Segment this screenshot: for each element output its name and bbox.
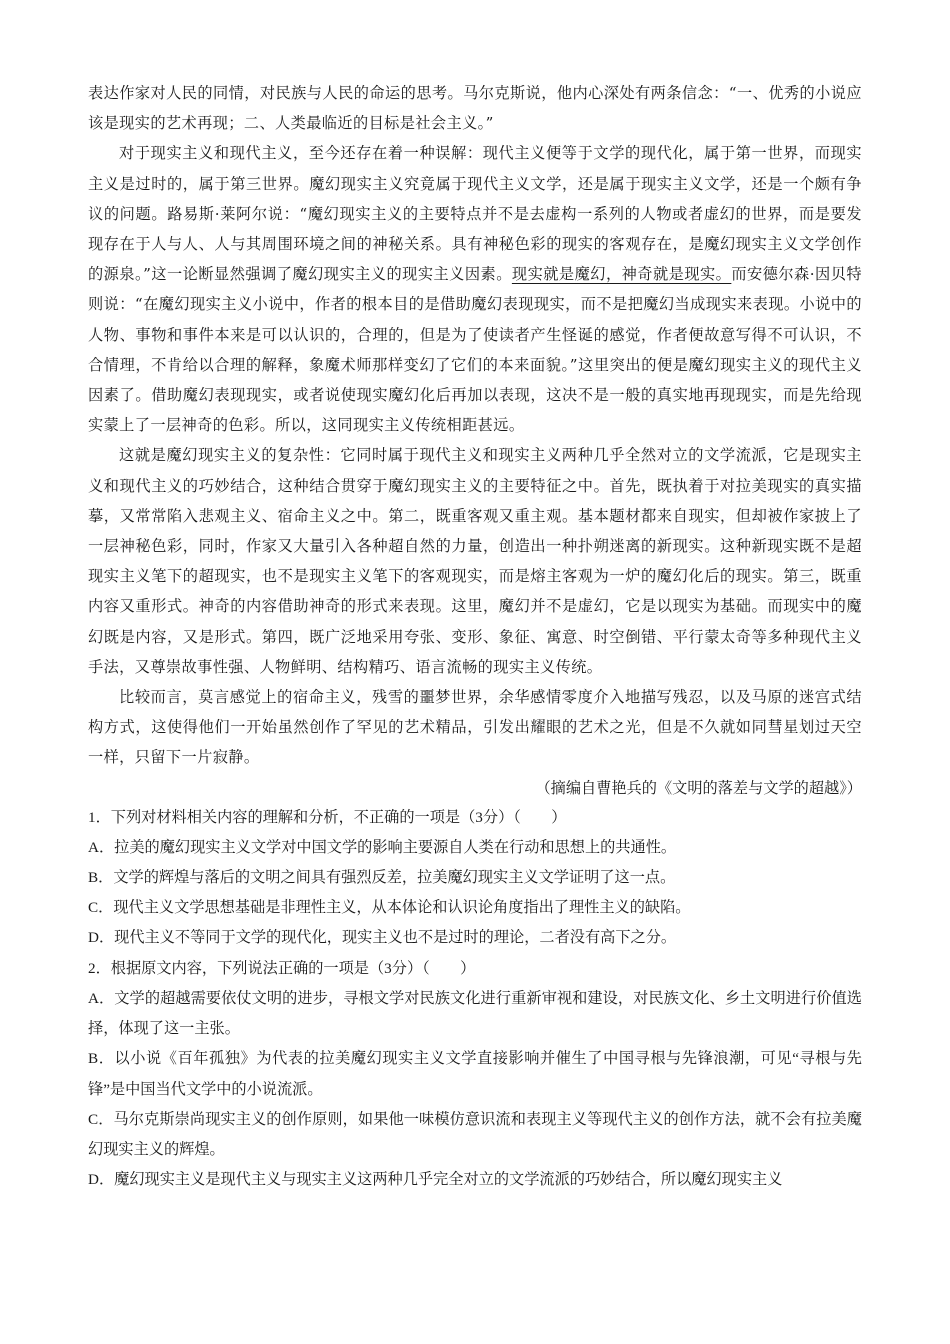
source-citation: （摘编自曹艳兵的《文明的落差与文学的超越》） <box>535 778 862 797</box>
question-1-option-c: C．现代主义文学思想基础是非理性主义，从本体论和认识论角度指出了理性主义的缺陷。 <box>88 899 691 917</box>
passage-paragraph-2-text-b: 而安德尔森·因贝特则说：“在魔幻现实主义小说中，作者的根本目的是借助魔幻表现现实，而不是把魔幻当成现实来表现。小说中的人物、事物和事件本来是可以认识的，合理的，但是为了使读者产生怪诞的感觉，作者便故意写得不可认识，不合情理，不肯给以合理的解释，象魔术师那样变幻了它们的本来面貌。”这里突出的便是魔幻现实主义的现代主义因素了。借助魔幻表现现实，或者说使现实魔幻化后再加以表现，这决不是一般的真实地再现现实，而是先给现实蒙上了一层神奇的色彩。所以，这同现实主义传统相距甚远。 <box>88 265 862 435</box>
question-1-option-a: A．拉美的魔幻现实主义文学对中国文学的影响主要源自人类在行动和思想上的共通性。 <box>88 838 677 856</box>
reading-passage <box>88 78 862 773</box>
document-page <box>88 78 862 1195</box>
question-2-option-a: A．文学的超越需要依仗文明的进步，寻根文学对民族文化进行重新审视和建设，对民族文化、乡土文明进行价值选择，体现了这一主张。 <box>88 989 862 1038</box>
questions-section <box>88 803 862 1196</box>
underlined-sentence: 现实就是魔幻，神奇就是现实。 <box>511 265 732 284</box>
question-1-stem: 1．下列对材料相关内容的理解和分析，不正确的一项是（3分）（ ） <box>88 808 567 826</box>
question-2-stem: 2．根据原文内容，下列说法正确的一项是（3分）（ ） <box>88 959 476 977</box>
question-2-option-c: C．马尔克斯崇尚现实主义的创作原则，如果他一味模仿意识流和表现主义等现代主义的创作方法，就不会有拉美魔幻现实主义的辉煌。 <box>88 1110 862 1158</box>
passage-paragraph-1: 表达作家对人民的同情，对民族与人民的命运的思考。马尔克斯说，他内心深处有两条信念：“一、优秀的小说应该是现实的艺术再现；二、人类最临近的目标是社会主义。” <box>88 84 862 133</box>
question-2 <box>88 954 862 1196</box>
passage-paragraph-3: 这就是魔幻现实主义的复杂性：它同时属于现代主义和现实主义两种几乎全然对立的文学流派，它是现实主义和现代主义的巧妙结合，这种结合贯穿于魔幻现实主义的主要特征之中。首先，既执着于对拉美现实的真实描摹，又常常陷入悲观主义、宿命主义之中。第二，既重客观又重主观。基本题材都来自现实，但却被作家披上了一层神秘色彩，同时，作家又大量引入各种超自然的力量，创造出一种扑朔迷离的新现实。这种新现实既不是超现实主义笔下的超现实，也不是现实主义笔下的客观现实，而是熔主客观为一炉的魔幻化后的现实。第三，既重内容又重形式。神奇的内容借助神奇的形式来表现。这里，魔幻并不是虚幻，它是以现实为基础。而现实中的魔幻既是内容，又是形式。第四，既广泛地采用夸张、变形、象征、寓意、时空倒错、平行蒙太奇等多种现代主义手法，又尊崇故事性强、人物鲜明、结构精巧、语言流畅的现实主义传统。 <box>88 446 862 676</box>
passage-paragraph-2 <box>88 138 862 440</box>
passage-paragraph-4: 比较而言，莫言感觉上的宿命主义，残雪的噩梦世界，余华感情零度介入地描写残忍，以及马原的迷宫式结构方式，这使得他们一开始虽然创作了罕见的艺术精品，引发出耀眼的艺术之光，但是不久就如同彗星划过天空一样，只留下一片寂静。 <box>88 688 862 767</box>
question-1-option-d: D．现代主义不等同于文学的现代化，现实主义也不是过时的理论，二者没有高下之分。 <box>88 929 677 947</box>
question-2-option-d: D．魔幻现实主义是现代主义与现实主义这两种几乎完全对立的文学流派的巧妙结合，所以魔幻现实主义 <box>88 1171 783 1189</box>
question-1 <box>88 803 862 954</box>
passage-paragraph-2-text-a: 对于现实主义和现代主义，至今还存在着一种误解：现代主义便等于文学的现代化，属于第一世界，而现实主义是过时的，属于第三世界。魔幻现实主义究竟属于现代主义文学，还是属于现实主义文学，还是一个颇有争议的问题。路易斯·莱阿尔说：“魔幻现实主义的主要特点并不是去虚构一系列的人物或者虚幻的世界，而是要发现存在于人与人、人与其周围环境之间的神秘关系。具有神秘色彩的现实的客观存在，是魔幻现实主义文学创作的源泉。”这一论断显然强调了魔幻现实主义的现实主义因素。 <box>88 144 862 284</box>
question-1-option-b: B．文学的辉煌与落后的文明之间具有强烈反差，拉美魔幻现实主义文学证明了这一点。 <box>88 869 676 887</box>
question-2-option-b: B．以小说《百年孤独》为代表的拉美魔幻现实主义文学直接影响并催生了中国寻根与先锋浪潮，可见“寻根与先锋”是中国当代文学中的小说流派。 <box>88 1050 862 1098</box>
